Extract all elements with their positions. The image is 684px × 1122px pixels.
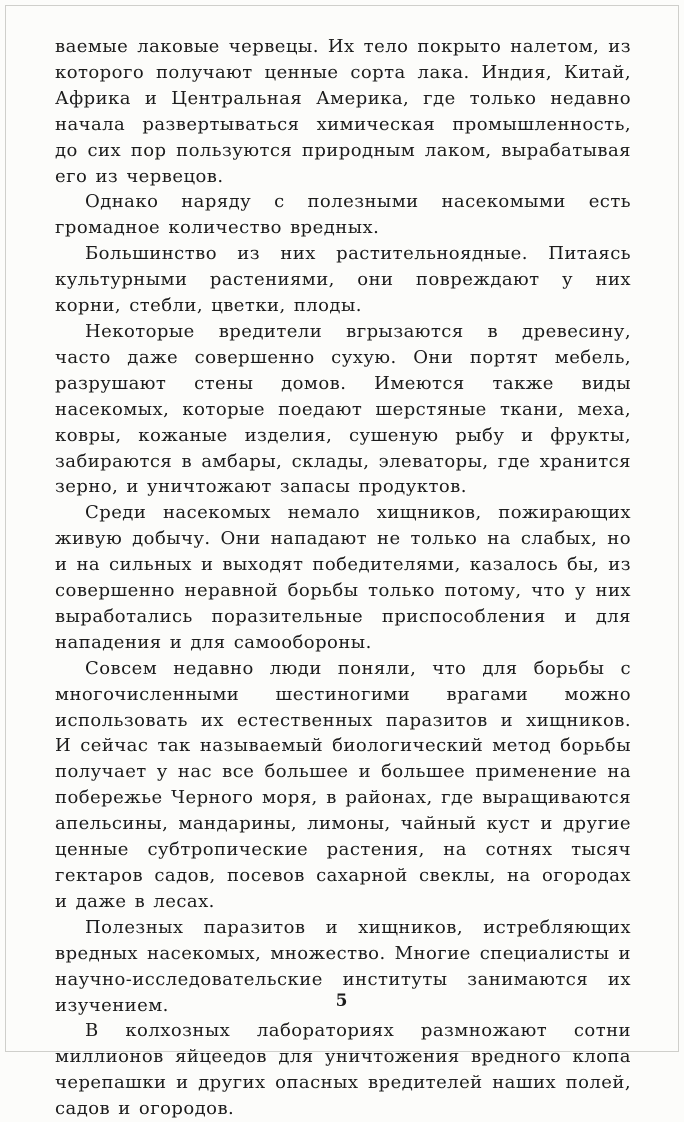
- text-block: [55, 34, 631, 1122]
- paragraph: Совсем недавно люди поняли, что для борьбы с многочисленными шестиногими врагами можно использовать их естественных паразитов и хищников. И сейчас так называемый биологический метод борьбы получает у нас все большее и большее применение на побережье Черного моря, в районах, где выращиваются апельсины, мандарины, лимоны, чайный куст и другие ценные субтропические растения, на сотнях тысяч гектаров садов, посевов сахарной свеклы, на огородах и даже в лесах.: [55, 657, 631, 912]
- paragraph: Однако наряду с полезными насекомыми есть громадное количество вредных.: [55, 191, 631, 239]
- paragraph: Среди насекомых немало хищников, пожирающих живую добычу. Они нападают не только на слабых, но и на сильных и выходят победителями, казалось бы, из совершенно неравной борьбы только потому, что у них выработались поразительные приспособления и для нападения и для самообороны.: [55, 502, 631, 653]
- paragraph: ваемые лаковые червецы. Их тело покрыто налетом, из которого получают ценные сорта лака. Индия, Китай, Африка и Центральная Америка, где только недавно начала развертываться химическая промышленность, до сих пор пользуются природным лаком, вырабатывая его из червецов.: [55, 36, 631, 187]
- paragraph: В колхозных лабораториях размножают сотни миллионов яйцеедов для уничтожения вредного клопа черепашки и других опасных вредителей наших полей, садов и огородов.: [55, 1020, 631, 1120]
- paragraph: Некоторые вредители вгрызаются в древесину, часто даже совершенно сухую. Они портят мебель, разрушают стены домов. Имеются также виды насекомых, которые поедают шерстяные ткани, меха, ковры, кожаные изделия, сушеную рыбу и фрукты, забираются в амбары, склады, элеваторы, где хранится зерно, и уничтожают запасы продуктов.: [55, 320, 631, 498]
- paragraph: Полезных паразитов и хищников, истребляющих вредных насекомых, множество. Многие специалисты и научно-исследовательские институты занимаются их изучением.: [55, 916, 631, 1016]
- page-number: 5: [335, 991, 349, 1011]
- paragraph: Большинство из них растительноядные. Питаясь культурными растениями, они повреждают у них корни, стебли, цветки, плоды.: [55, 243, 631, 317]
